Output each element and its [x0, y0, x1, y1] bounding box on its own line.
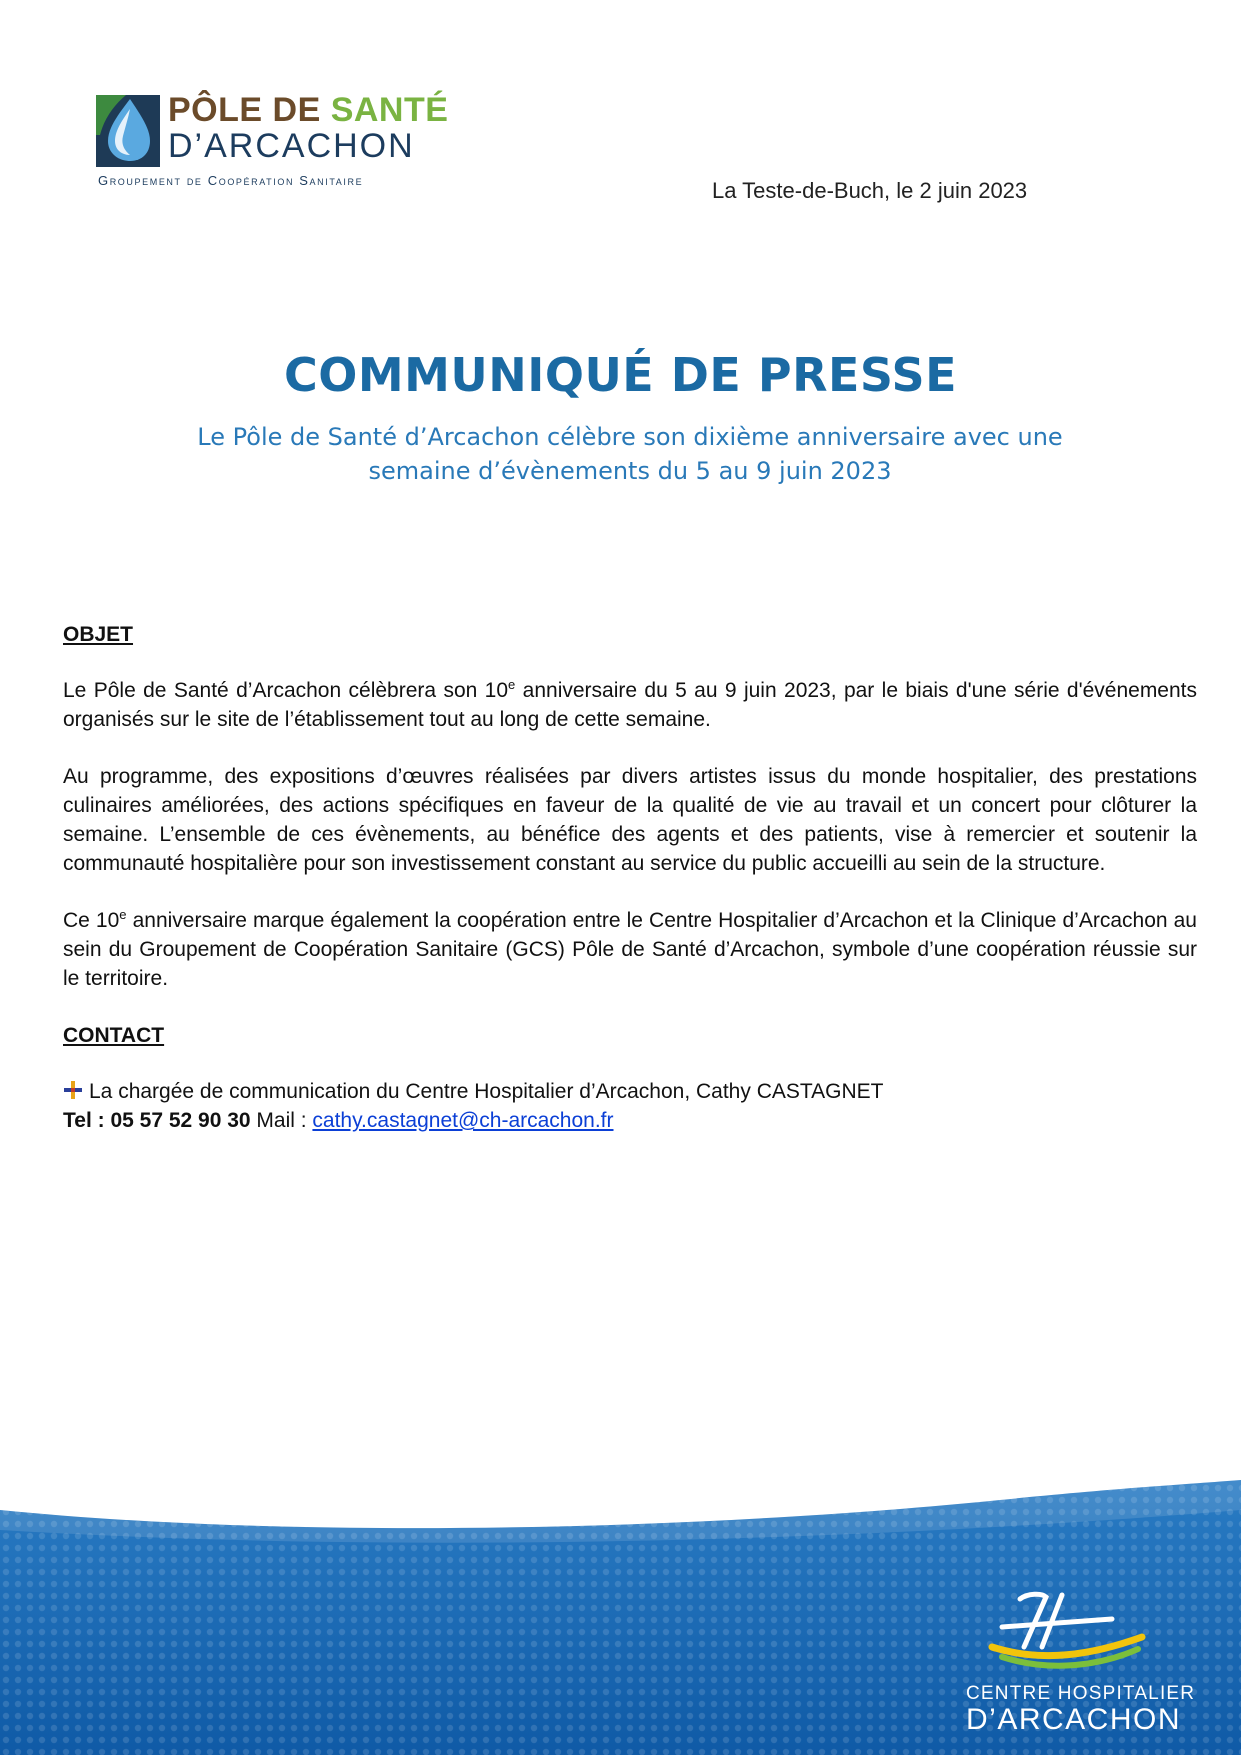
logo-line-2: D’ARCACHON [168, 127, 415, 165]
footer-logo-line-1: CENTRE HOSPITALIER [966, 1683, 1196, 1704]
subtitle-line-1: Le Pôle de Santé d’Arcachon célèbre son dixième anniversaire avec une [197, 423, 1063, 451]
date-line: La Teste-de-Buch, le 2 juin 2023 [712, 178, 1028, 203]
p1-text-before: Le Pôle de Santé d’Arcachon célèbrera son 10 [63, 679, 509, 702]
objet-paragraph-2: Au programme, des expositions d’œuvres réalisées par divers artistes issus du monde hospitalier, des prestations culinaires améliorées, des actions spécifiques en faveur de la qualité de vie au travail et un concert pour clôturer la semaine. L’ensemble de ces évènements, au bénéfice des agents et des patients, vise à remercier et soutenir la communauté hospitalière pour son investissement constant au service du public accueilli au sein de la structure. [63, 765, 1197, 875]
contact-person: La chargée de communication du Centre Hospitalier d’Arcachon, Cathy CASTAGNET [89, 1080, 884, 1103]
pole-sante-logo [96, 91, 449, 195]
page-subtitle [130, 420, 1130, 488]
ch-arcachon-logo [962, 1585, 1196, 1745]
p3-text-before: Ce 10 [63, 909, 120, 932]
ch-arcachon-logo-icon [962, 1585, 1172, 1681]
contact-details-line [63, 1106, 1197, 1135]
subtitle-line-2: semaine d’évènements du 5 au 9 juin 2023 [368, 457, 892, 485]
contact-heading: CONTACT [63, 1024, 165, 1047]
bullet-cross-icon [63, 1080, 83, 1100]
logo-line-3: Groupement de Coopération Sanitaire [98, 173, 364, 188]
logo-line-1-part-1: PÔLE DE [168, 91, 321, 129]
logo-line-1 [168, 91, 448, 130]
p1-text-after: anniversaire du 5 au 9 juin 2023, par le biais d'une série d'événements organisés sur le site de l’établissement tout au long de cette semaine. [63, 679, 1198, 731]
p3-text-after: anniversaire marque également la coopération entre le Centre Hospitalier d’Arcachon et la Clinique d’Arcachon au sein du Groupement de Coopération Sanitaire (GCS) Pôle de Santé d’Arcachon, symbole d’une coopération réussie sur le territoire. [63, 909, 1197, 990]
objet-paragraph-1 [63, 676, 1197, 734]
pole-sante-logo-icon [96, 95, 160, 167]
contact-person-line [63, 1077, 1197, 1106]
main-content [63, 620, 1197, 1135]
footer-logo-line-2: D’ARCACHON [966, 1703, 1182, 1736]
logo-line-1-part-2: SANTÉ [320, 91, 449, 129]
contact-mail-label: Mail : [250, 1109, 313, 1132]
contact-tel: Tel : 05 57 52 90 30 [63, 1109, 251, 1132]
contact-email-link[interactable]: cathy.castagnet@ch-arcachon.fr [312, 1109, 614, 1132]
objet-heading: OBJET [63, 623, 134, 646]
p3-superscript: e [119, 907, 127, 922]
objet-paragraph-3 [63, 906, 1197, 993]
p1-superscript: e [508, 677, 516, 692]
page-title: COMMUNIQUÉ DE PRESSE [283, 348, 958, 402]
